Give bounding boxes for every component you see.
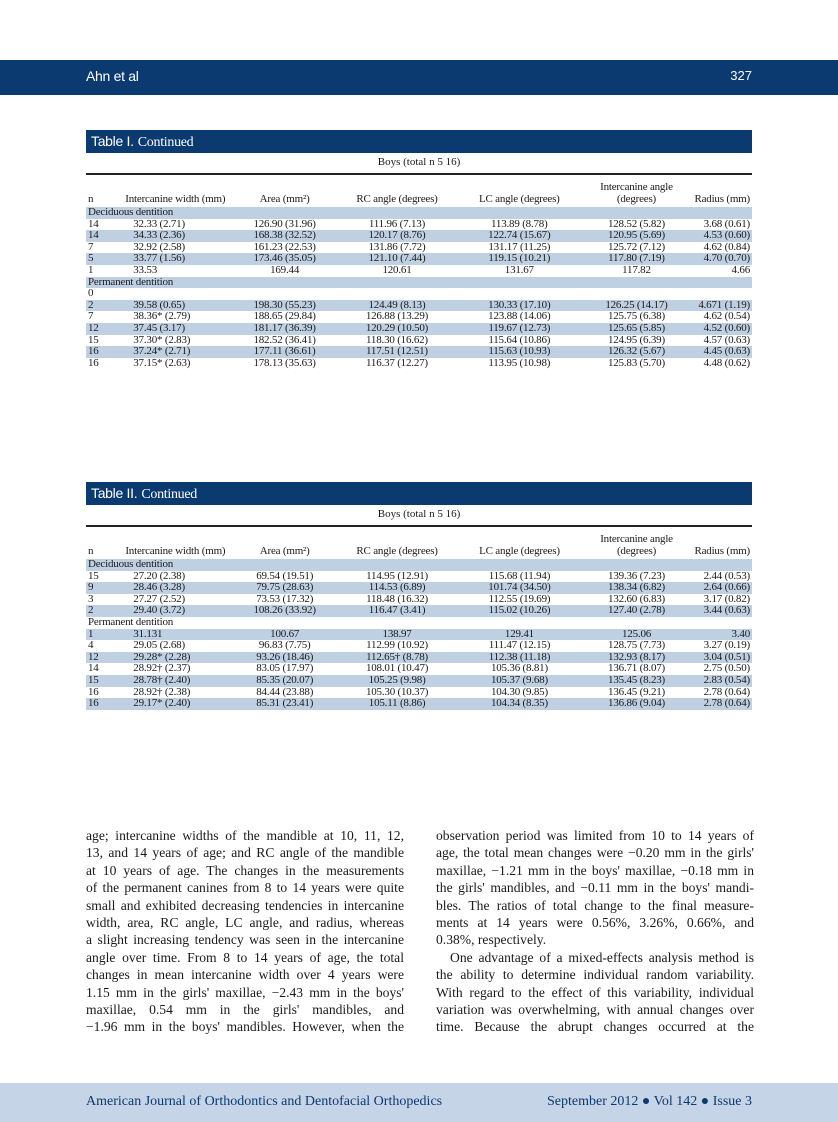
body-text-line: −1.96 mm in the boys' mandibles. However, when the bbox=[86, 1019, 404, 1035]
body-text-line: changes in mean intercanine width over 4 years were bbox=[86, 967, 404, 983]
table-cell bbox=[458, 288, 580, 300]
body-text-line: of the permanent canines from 8 to 14 years were quite bbox=[86, 880, 404, 896]
table-cell: 12 bbox=[86, 323, 117, 335]
table-cell: 112.55 (19.69) bbox=[488, 592, 551, 605]
table-cell: 128.75 (7.73) bbox=[608, 639, 666, 652]
table-cell: 132.60 (6.83) bbox=[608, 592, 666, 605]
table-cell bbox=[692, 288, 752, 300]
table-cell: 136.71 (8.07) bbox=[608, 662, 666, 675]
table-cell: 126.25 (14.17) bbox=[580, 300, 692, 312]
table-cell: 125.75 (6.38) bbox=[607, 310, 665, 323]
table-cell: 123.88 (14.06) bbox=[488, 310, 551, 323]
table-cell: 29.40 (3.72) bbox=[117, 605, 233, 617]
column-header: LC angle (degrees) bbox=[479, 545, 560, 557]
table-cell: 131.86 (7.72) bbox=[368, 240, 426, 253]
table-cell: 128.52 (5.82) bbox=[607, 217, 665, 230]
table-cell: 28.78† (2.40) bbox=[117, 675, 233, 687]
table-cell: 125.83 (5.70) bbox=[607, 356, 665, 369]
table-cell: 14 bbox=[88, 217, 99, 230]
table-label: Table I. bbox=[91, 133, 134, 149]
table-cell: 169.44 bbox=[270, 263, 300, 276]
table-row bbox=[86, 605, 752, 617]
table-cell: 9 bbox=[86, 582, 117, 594]
table-cell: 116.47 (3.41) bbox=[336, 605, 458, 617]
table-cell: 115.63 (10.93) bbox=[458, 346, 580, 358]
table-cell: 105.36 (8.81) bbox=[490, 662, 548, 675]
table-cell: 38.36* (2.79) bbox=[133, 310, 191, 323]
table-cell: 111.96 (7.13) bbox=[368, 217, 426, 230]
table-cell: 124.95 (6.39) bbox=[607, 333, 665, 346]
table-row bbox=[86, 698, 752, 710]
body-text-line: angle over time. From 8 to 14 years of age, the total bbox=[86, 949, 404, 965]
table-row bbox=[86, 265, 752, 277]
column-header: RC angle (degrees) bbox=[356, 193, 438, 205]
table-cell: 120.17 (8.76) bbox=[336, 230, 458, 242]
data-table bbox=[86, 175, 752, 369]
table-cell: 3 bbox=[88, 592, 94, 605]
table-cell: 28.92† (2.37) bbox=[133, 662, 191, 675]
table-cell: 1 bbox=[86, 629, 117, 641]
body-text-line: age; intercanine widths of the mandible at 10, 11, 12, bbox=[86, 828, 404, 843]
table-cell: 29.28* (2.28) bbox=[117, 652, 233, 664]
table-cell: 182.52 (36.41) bbox=[253, 333, 316, 346]
table-cell: 119.67 (12.73) bbox=[458, 323, 580, 335]
table-cell: 121.10 (7.44) bbox=[336, 253, 458, 265]
table-cell: 84.44 (23.88) bbox=[256, 685, 314, 698]
table-cell bbox=[336, 288, 458, 300]
column-header: Intercanine angle (degrees) bbox=[600, 181, 673, 205]
table-cell: 108.01 (10.47) bbox=[365, 662, 429, 675]
table-cell: 136.45 (9.21) bbox=[608, 685, 666, 698]
table-cell: 16 bbox=[86, 698, 117, 710]
column-header: Area (mm²) bbox=[259, 545, 310, 557]
table-cell: 27.27 (2.52) bbox=[133, 592, 185, 605]
table-cell: 3.40 bbox=[692, 629, 752, 641]
table-2 bbox=[86, 482, 752, 710]
table-cell: 83.05 (17.97) bbox=[256, 662, 314, 675]
table-cell: 113.95 (10.98) bbox=[488, 356, 551, 369]
table-row bbox=[86, 675, 752, 687]
table-cell: 96.83 (7.75) bbox=[258, 639, 311, 652]
body-text-line: One advantage of a mixed-effects analysis method is bbox=[450, 949, 754, 965]
section-label: Permanent dentition bbox=[88, 615, 174, 628]
table-cell: 4 bbox=[88, 639, 94, 652]
table-group-label: Boys (total n 5 16) bbox=[377, 156, 461, 168]
body-text-line: observation period was limited from 10 to 14 years of bbox=[436, 828, 754, 843]
table-cell: 14 bbox=[88, 662, 99, 675]
table-cell: 33.53 bbox=[133, 263, 158, 276]
table-cell: 198.30 (55.23) bbox=[233, 300, 335, 312]
table-cell: 114.53 (6.89) bbox=[336, 582, 458, 594]
table-cell: 2 bbox=[86, 605, 117, 617]
table-cell: 12 bbox=[86, 652, 117, 664]
table-cell: 3.27 (0.19) bbox=[703, 639, 750, 652]
table-cell bbox=[117, 288, 233, 300]
table-cell: 125.65 (5.85) bbox=[580, 323, 692, 335]
journal-name: American Journal of Orthodontics and Dentofacial Orthopedics bbox=[86, 1094, 443, 1109]
table-cell: 112.99 (10.92) bbox=[366, 639, 429, 652]
page-number: 327 bbox=[730, 68, 752, 83]
table-cell: 7 bbox=[88, 310, 94, 323]
table-cell: 105.11 (8.86) bbox=[336, 698, 458, 710]
table-caption: Continued bbox=[141, 487, 197, 502]
section-row bbox=[86, 207, 752, 219]
table-cell: 125.06 bbox=[581, 629, 693, 641]
body-text-line: time. Because the abrupt changes occurred at the bbox=[436, 1019, 754, 1035]
table-cell: 5 bbox=[86, 253, 117, 265]
body-text-line: a slight increasing tendency was seen in the intercanine bbox=[86, 932, 404, 948]
body-text-line: maxillae, 0.54 mm in the girls' mandibles, and bbox=[86, 1001, 404, 1017]
table-cell bbox=[233, 288, 335, 300]
table-1 bbox=[86, 130, 752, 369]
column-header: LC angle (degrees) bbox=[478, 193, 560, 205]
column-header: RC angle (degrees) bbox=[356, 545, 438, 557]
table-cell: 130.33 (17.10) bbox=[458, 300, 580, 312]
table-cell: 124.49 (8.13) bbox=[336, 300, 458, 312]
table-cell: 4.62 (0.54) bbox=[703, 310, 750, 323]
table-cell: 2.83 (0.54) bbox=[692, 675, 752, 687]
table-cell: 37.15* (2.63) bbox=[133, 356, 191, 369]
table-cell: 108.26 (33.92) bbox=[233, 605, 335, 617]
table-cell: 0 bbox=[88, 287, 94, 300]
table-cell: 14 bbox=[86, 230, 117, 242]
body-text-line: age, the total mean changes were −0.20 mm in the girls' bbox=[436, 845, 754, 861]
table-cell: 2.44 (0.53) bbox=[703, 569, 750, 582]
table-cell: 131.67 bbox=[504, 263, 534, 276]
table-cell: 127.40 (2.78) bbox=[581, 605, 693, 617]
table-header-row bbox=[86, 175, 752, 207]
table-cell: 118.30 (16.62) bbox=[366, 333, 428, 346]
table-title bbox=[86, 130, 752, 153]
table-cell: 73.53 (17.32) bbox=[256, 592, 314, 605]
table-row bbox=[86, 640, 752, 652]
table-cell: 4.48 (0.62) bbox=[703, 356, 750, 369]
body-text-line: With regard to the effect of this variability, individual bbox=[436, 984, 754, 1000]
column-header: n bbox=[88, 545, 94, 557]
table-cell: 1 bbox=[88, 263, 94, 276]
section-row bbox=[86, 617, 752, 629]
table-cell: 29.05 (2.68) bbox=[133, 639, 185, 652]
table-cell: 4.70 (0.70) bbox=[692, 253, 752, 265]
section-label: Permanent dentition bbox=[86, 277, 752, 289]
table-cell: 16 bbox=[86, 346, 117, 358]
table-cell: 117.82 bbox=[622, 263, 651, 276]
table-cell: 126.32 (5.67) bbox=[580, 346, 692, 358]
table-cell: 3.04 (0.51) bbox=[692, 652, 752, 664]
table-row bbox=[86, 358, 752, 370]
table-cell: 173.46 (35.05) bbox=[233, 253, 335, 265]
running-footer bbox=[0, 1083, 838, 1122]
table-cell: 3.44 (0.63) bbox=[692, 605, 752, 617]
body-text-line: bles. The ratios of total change to the final measure- bbox=[436, 897, 754, 913]
table-cell: 2.75 (0.50) bbox=[703, 662, 750, 675]
table-cell: 131.17 (11.25) bbox=[488, 240, 551, 253]
table-row bbox=[86, 253, 752, 265]
table-cell: 93.26 (18.46) bbox=[233, 652, 335, 664]
table-cell: 3.17 (0.82) bbox=[703, 592, 750, 605]
table-cell: 37.45 (3.17) bbox=[117, 323, 233, 335]
table-cell: 27.20 (2.38) bbox=[133, 569, 185, 582]
body-text-line: the ability to determine individual random variability. bbox=[436, 967, 754, 983]
body-text-line: at 10 years of age. The changes in the measurements bbox=[86, 862, 404, 878]
body-text-line: maxillae, −1.21 mm in the boys' maxillae, −0.18 mm in bbox=[436, 862, 754, 878]
table-cell: 4.62 (0.84) bbox=[703, 240, 750, 253]
table-cell: 112.38 (11.18) bbox=[458, 652, 580, 664]
table-cell: 120.95 (5.69) bbox=[580, 230, 692, 242]
table-cell: 100.67 bbox=[233, 629, 335, 641]
table-cell: 2.78 (0.64) bbox=[703, 685, 750, 698]
table-cell: 120.61 bbox=[382, 263, 412, 276]
table-cell: 105.25 (9.98) bbox=[336, 675, 458, 687]
table-cell: 29.17* (2.40) bbox=[117, 698, 233, 710]
section-row bbox=[86, 559, 752, 571]
table-cell: 132.93 (8.17) bbox=[581, 652, 693, 664]
table-cell: 126.88 (13.29) bbox=[365, 310, 429, 323]
table-cell: 32.33 (2.71) bbox=[133, 217, 185, 230]
table-row bbox=[86, 288, 752, 300]
table-cell: 4.52 (0.60) bbox=[692, 323, 752, 335]
table-cell: 118.48 (16.32) bbox=[366, 592, 429, 605]
table-cell: 139.36 (7.23) bbox=[608, 569, 666, 582]
table-cell: 85.31 (23.41) bbox=[233, 698, 335, 710]
table-cell: 114.95 (12.91) bbox=[366, 569, 429, 582]
table-cell: 4.45 (0.63) bbox=[692, 346, 752, 358]
column-header: Intercanine width (mm) bbox=[125, 545, 226, 557]
table-cell: 115.64 (10.86) bbox=[488, 333, 551, 346]
table-cell: 168.38 (32.52) bbox=[233, 230, 335, 242]
table-row bbox=[86, 323, 752, 335]
data-table bbox=[86, 527, 752, 710]
table-cell: 37.24* (2.71) bbox=[117, 346, 233, 358]
table-cell bbox=[580, 288, 692, 300]
body-text-line: 13, and 14 years of age; and RC angle of the mandible bbox=[86, 845, 404, 861]
table-cell: 122.74 (15.67) bbox=[458, 230, 580, 242]
column-header: Intercanine width (mm) bbox=[125, 193, 226, 205]
column-header: Intercanine angle (degrees) bbox=[600, 533, 673, 557]
table-cell: 177.11 (36.61) bbox=[233, 346, 335, 358]
table-cell: 125.72 (7.12) bbox=[607, 240, 665, 253]
table-cell: 15 bbox=[88, 333, 99, 346]
table-cell: 2 bbox=[86, 300, 117, 312]
table-cell: 105.30 (10.37) bbox=[365, 685, 429, 698]
table-cell: 119.15 (10.21) bbox=[458, 253, 580, 265]
column-header: n bbox=[88, 193, 94, 205]
table-cell: 115.68 (11.94) bbox=[488, 569, 551, 582]
table-cell: 104.30 (9.85) bbox=[490, 685, 548, 698]
table-cell: 136.86 (9.04) bbox=[581, 698, 693, 710]
table-cell: 111.47 (12.15) bbox=[488, 639, 551, 652]
table-cell: 188.65 (29.84) bbox=[253, 310, 316, 323]
table-cell: 4.671 (1.19) bbox=[692, 300, 752, 312]
table-cell: 32.92 (2.58) bbox=[133, 240, 185, 253]
table-cell: 101.74 (34.50) bbox=[458, 582, 580, 594]
table-cell: 4.66 bbox=[731, 263, 750, 276]
table-cell: 85.35 (20.07) bbox=[233, 675, 335, 687]
body-text-line: the girls' mandibles, and −0.11 mm in the boys' mandi- bbox=[436, 880, 754, 896]
body-text-line: variation was overwhelming, with annual changes over bbox=[436, 1001, 754, 1017]
table-cell: 34.33 (2.36) bbox=[117, 230, 233, 242]
column-header: Radius (mm) bbox=[694, 545, 750, 557]
table-cell: 104.34 (8.35) bbox=[458, 698, 580, 710]
table-cell: 3.68 (0.61) bbox=[703, 217, 750, 230]
table-cell: 2.78 (0.64) bbox=[692, 698, 752, 710]
table-cell: 129.41 bbox=[458, 629, 580, 641]
table-cell: 115.02 (10.26) bbox=[458, 605, 580, 617]
body-column-right bbox=[436, 827, 754, 1036]
table-cell: 16 bbox=[88, 356, 99, 369]
body-text-line: 1.15 mm in the girls' maxillae, −2.43 mm in the boys' bbox=[86, 984, 404, 1000]
table-cell: 138.34 (6.82) bbox=[581, 582, 693, 594]
table-cell: 135.45 (8.23) bbox=[581, 675, 693, 687]
table-label: Table II. bbox=[91, 485, 138, 501]
issue-info: September 2012 ● Vol 142 ● Issue 3 bbox=[547, 1094, 752, 1109]
table-title bbox=[86, 482, 752, 505]
table-group-label: Boys (total n 5 16) bbox=[377, 508, 461, 520]
table-cell: 15 bbox=[88, 569, 99, 582]
body-text-line: 0.38%, respectively. bbox=[436, 932, 547, 948]
table-cell: 117.80 (7.19) bbox=[580, 253, 692, 265]
table-cell: 178.13 (35.63) bbox=[253, 356, 316, 369]
table-cell: 37.30* (2.83) bbox=[133, 333, 191, 346]
table-cell: 39.58 (0.65) bbox=[117, 300, 233, 312]
table-cell: 161.23 (22.53) bbox=[253, 240, 316, 253]
column-header: Area (mm²) bbox=[259, 193, 310, 205]
table-cell: 69.54 (19.51) bbox=[256, 569, 314, 582]
table-cell: 33.77 (1.56) bbox=[117, 253, 233, 265]
section-label: Deciduous dentition bbox=[86, 207, 752, 219]
table-cell: 138.97 bbox=[336, 629, 458, 641]
table-cell: 120.29 (10.50) bbox=[336, 323, 458, 335]
table-cell: 181.17 (36.39) bbox=[233, 323, 335, 335]
table-cell: 126.90 (31.96) bbox=[253, 217, 316, 230]
table-cell: 4.57 (0.63) bbox=[703, 333, 750, 346]
body-text-line: width, area, RC angle, LC angle, and radius, whereas bbox=[86, 914, 404, 930]
table-cell: 16 bbox=[88, 685, 99, 698]
table-cell: 79.75 (28.63) bbox=[233, 582, 335, 594]
table-cell: 2.64 (0.66) bbox=[692, 582, 752, 594]
table-cell: 15 bbox=[86, 675, 117, 687]
table-cell: 7 bbox=[88, 240, 94, 253]
body-text-line: ments at 14 years were 0.56%, 3.26%, 0.66%, and bbox=[436, 914, 754, 930]
table-cell: 113.89 (8.78) bbox=[491, 217, 548, 230]
table-cell: 105.37 (9.68) bbox=[458, 675, 580, 687]
table-cell: 28.46 (3.28) bbox=[117, 582, 233, 594]
table-cell: 116.37 (12.27) bbox=[366, 356, 428, 369]
table-caption: Continued bbox=[137, 135, 194, 150]
table-cell: 31.131 bbox=[117, 629, 233, 641]
body-text-line: small and exhibited decreasing tendencies in intercanine bbox=[86, 897, 404, 913]
table-cell: 112.65† (8.78) bbox=[336, 652, 458, 664]
running-header-authors: Ahn et al bbox=[86, 68, 139, 84]
section-label: Deciduous dentition bbox=[86, 559, 752, 571]
table-cell: 28.92† (2.38) bbox=[133, 685, 191, 698]
table-row bbox=[86, 346, 752, 358]
column-header: Radius (mm) bbox=[694, 193, 750, 205]
table-header-row bbox=[86, 527, 752, 559]
running-header bbox=[0, 60, 838, 95]
table-cell: 4.53 (0.60) bbox=[692, 230, 752, 242]
body-column-left bbox=[86, 827, 404, 1036]
table-cell: 117.51 (12.51) bbox=[336, 346, 458, 358]
section-row bbox=[86, 277, 752, 289]
